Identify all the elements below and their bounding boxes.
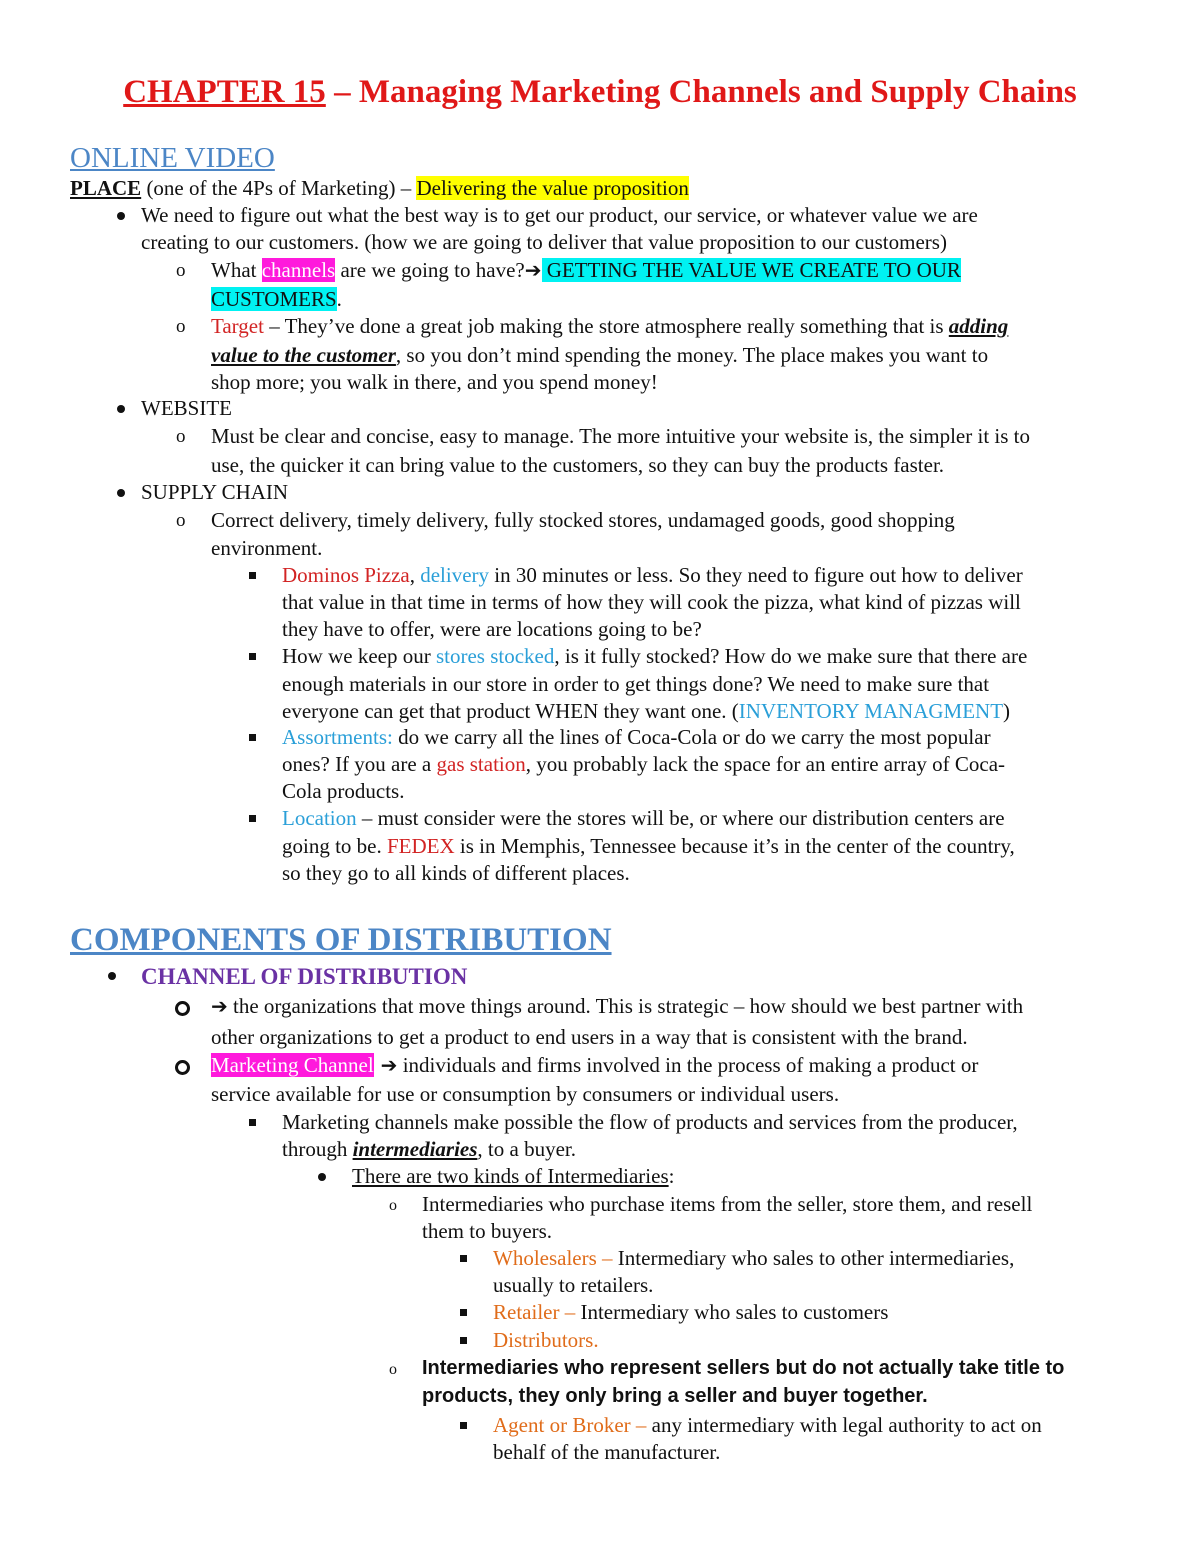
gas-station-label: gas station: [436, 752, 526, 776]
channels-highlight: channels: [261, 258, 336, 282]
target-line: [211, 313, 1008, 340]
bullet-dot: [117, 489, 125, 497]
website-bullet: WEBSITE: [141, 396, 232, 420]
text: everyone can get that product WHEN they want one. (: [282, 699, 739, 723]
dominos-line-2: that value in that time in terms of how they will cook the pizza, what kind of pizzas will: [282, 590, 1021, 614]
ring-bullet: [175, 1060, 190, 1075]
delivery-label: delivery: [420, 563, 490, 587]
purchase-line-2: them to buyers.: [422, 1219, 553, 1243]
chapter-title-rest: – Managing Marketing Channels and Supply Chains: [325, 74, 1077, 110]
emphasis: value to the customer: [211, 343, 396, 367]
chapter-number: CHAPTER 15: [123, 74, 326, 110]
assortments-line-3: Cola products.: [282, 779, 405, 803]
text: , so you don’t mind spending the money. The place makes you want to: [395, 343, 989, 367]
circle-bullet: o: [389, 1361, 397, 1378]
text: , to a buyer.: [477, 1137, 576, 1161]
text: How we keep our: [282, 644, 436, 668]
channels-line: [211, 257, 961, 284]
text: Intermediary who sales to other intermediaries,: [612, 1246, 1015, 1270]
bullet-text: We need to figure out what the best way is to get our product, our service, or whatever value we are: [141, 203, 978, 227]
target-label: Target: [211, 314, 264, 338]
text: in 30 minutes or less. So they need to figure out how to deliver: [489, 563, 1023, 587]
fedex-label: FEDEX: [387, 834, 455, 858]
arrow-icon: ➔: [373, 1053, 398, 1077]
agent-label: Agent or Broker –: [493, 1413, 647, 1437]
text: .: [336, 287, 342, 311]
square-bullet: [460, 1337, 467, 1344]
components-heading: COMPONENTS OF DISTRIBUTION: [70, 922, 612, 958]
intermediaries-emphasis: intermediaries: [352, 1137, 478, 1161]
place-rest: (one of the 4Ps of Marketing) –: [141, 176, 417, 200]
channels-line-2: [211, 286, 342, 313]
cyan-highlight: GETTING THE VALUE WE CREATE TO OUR: [541, 258, 961, 282]
ring-bullet: [175, 1001, 190, 1016]
text: , you probably lack the space for an entire array of Coca-: [525, 752, 1006, 776]
square-bullet: [460, 1309, 467, 1316]
wholesalers-label: Wholesalers –: [493, 1246, 613, 1270]
marketing-channel-highlight: Marketing Channel: [211, 1053, 374, 1077]
location-line: [282, 805, 1005, 832]
supply-text: environment.: [211, 536, 323, 560]
assortments-line: [282, 724, 991, 751]
marketing-channel-line-2: service available for use or consumption by consumers or individual users.: [211, 1082, 840, 1106]
place-label: PLACE: [70, 176, 142, 200]
square-bullet: [249, 734, 256, 741]
two-kinds-line: [352, 1163, 674, 1190]
circle-bullet: o: [176, 426, 186, 447]
marketing-channel-line: [211, 1052, 978, 1079]
assortments-line-2: [282, 751, 1005, 778]
assortments-label: Assortments:: [282, 725, 393, 749]
website-text: use, the quicker it can bring value to the customers, so they can buy the products faster.: [211, 453, 945, 477]
text: ): [1003, 699, 1011, 723]
circle-bullet: o: [176, 510, 186, 531]
bullet-dot: [318, 1173, 326, 1181]
distributors-label: Distributors.: [493, 1328, 599, 1352]
flow-line-2: [282, 1136, 576, 1163]
text: What: [211, 258, 262, 282]
online-video-heading: ONLINE VIDEO: [70, 142, 275, 174]
agent-line-2: behalf of the manufacturer.: [493, 1440, 721, 1464]
dominos-line: [282, 562, 1023, 589]
place-highlight: Delivering the value proposition: [416, 176, 689, 200]
text: individuals and firms involved in the process of making a product or: [397, 1053, 979, 1077]
bullet-dot: [117, 212, 125, 220]
stocked-line: [282, 643, 1027, 670]
retailer-label: Retailer –: [493, 1300, 576, 1324]
agent-line: [493, 1412, 1042, 1439]
represent-line: Intermediaries who represent sellers but do not actually take title to: [422, 1357, 1065, 1379]
represent-line-2: products, they only bring a seller and buyer together.: [422, 1385, 928, 1407]
emphasis: adding: [948, 314, 1009, 338]
channel-of-distribution: CHANNEL OF DISTRIBUTION: [141, 964, 468, 989]
target-line-3: shop more; you walk in there, and you spend money!: [211, 370, 658, 394]
dominos-line-3: they have to offer, were are locations going to be?: [282, 617, 702, 641]
text: do we carry all the lines of Coca-Cola or do we carry the most popular: [392, 725, 991, 749]
circle-bullet: o: [389, 1197, 397, 1214]
text: ,: [409, 563, 421, 587]
arrow-icon: ➔: [524, 258, 542, 282]
retailer-line: [493, 1299, 888, 1326]
two-kinds-label: There are two kinds of Intermediaries: [352, 1164, 669, 1188]
bullet-dot: [117, 405, 125, 413]
text: going to be.: [282, 834, 387, 858]
text: any intermediary with legal authority to act on: [646, 1413, 1042, 1437]
chapter-title: [0, 72, 1200, 112]
stocked-line-3: [282, 698, 1010, 725]
square-bullet: [249, 815, 256, 822]
circle-bullet: o: [176, 316, 186, 337]
square-bullet: [460, 1255, 467, 1262]
text: Intermediary who sales to customers: [575, 1300, 889, 1324]
cyan-highlight: CUSTOMERS: [211, 287, 337, 311]
text: – must consider were the stores will be, or where our distribution centers are: [356, 806, 1005, 830]
text: – They’ve done a great job making the store atmosphere really something that is: [263, 314, 949, 338]
wholesalers-line-2: usually to retailers.: [493, 1273, 654, 1297]
text: through: [282, 1137, 353, 1161]
stores-stocked-label: stores stocked: [435, 644, 555, 668]
flow-line: Marketing channels make possible the flow of products and services from the producer,: [282, 1110, 1018, 1134]
target-line-2: [211, 342, 988, 369]
text: is in Memphis, Tennessee because it’s in the center of the country,: [454, 834, 1015, 858]
dominos-label: Dominos Pizza: [282, 563, 410, 587]
location-line-2: [282, 833, 1015, 860]
square-bullet: [249, 1119, 256, 1126]
location-line-3: so they go to all kinds of different places.: [282, 861, 630, 885]
bullet-dot: [108, 972, 116, 980]
text: :: [668, 1164, 675, 1188]
wholesalers-line: [493, 1245, 1014, 1272]
circle-bullet: o: [176, 260, 186, 281]
stocked-line-2: enough materials in our store in order to get things done? We need to make sure that: [282, 672, 990, 696]
place-line: [70, 175, 689, 202]
cod-line: [211, 993, 1023, 1020]
text: are we going to have?: [335, 258, 525, 282]
purchase-line: Intermediaries who purchase items from the seller, store them, and resell: [422, 1192, 1033, 1216]
location-label: Location: [282, 806, 357, 830]
cod-line-2: other organizations to get a product to end users in a way that is consistent with the brand.: [211, 1025, 968, 1049]
supply-text: Correct delivery, timely delivery, fully stocked stores, undamaged goods, good shopping: [211, 508, 955, 532]
square-bullet: [249, 653, 256, 660]
text: ones? If you are a: [282, 752, 437, 776]
supply-chain-bullet: SUPPLY CHAIN: [141, 480, 289, 504]
text: the organizations that move things around. This is strategic – how should we best partner with: [227, 994, 1024, 1018]
square-bullet: [460, 1422, 467, 1429]
bullet-text: creating to our customers. (how we are going to deliver that value proposition to our customers): [141, 230, 947, 254]
inventory-label: INVENTORY MANAGMENT: [738, 699, 1004, 723]
arrow-icon: ➔: [211, 994, 228, 1018]
website-text: Must be clear and concise, easy to manage. The more intuitive your website is, the simpler it is to: [211, 424, 1030, 448]
square-bullet: [249, 572, 256, 579]
text: , is it fully stocked? How do we make sure that there are: [554, 644, 1028, 668]
